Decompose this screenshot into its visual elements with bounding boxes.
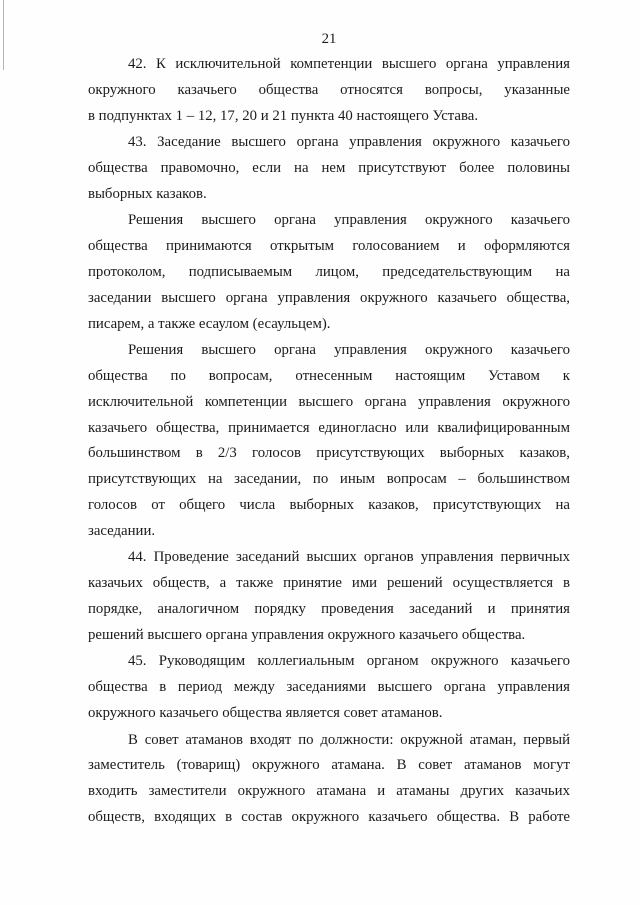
paragraph-line: порядке, аналогичном порядку проведения заседаний и принятия: [88, 600, 570, 617]
paragraph-line: присутствующих на заседании, по иным вопросам – большинством: [88, 471, 570, 488]
paragraph-line: общества по вопросам, отнесенным настоящим Уставом к: [88, 367, 570, 384]
paragraph-line: общества принимаются открытым голосованием и оформляются: [88, 238, 570, 255]
paragraph-line: окружного казачьего общества является совет атаманов.: [88, 704, 443, 721]
paragraph-43-decisions: [88, 208, 570, 337]
paragraph-45: [88, 649, 570, 726]
paragraph-line: в подпунктах 1 – 12, 17, 20 и 21 пункта 40 настоящего Устава.: [88, 107, 479, 124]
paragraph-line: протоколом, подписываемым лицом, председательствующим на: [88, 263, 570, 280]
paragraph-line: писарем, а также есаулом (есаульцем).: [88, 315, 331, 332]
paragraph-line: решений высшего органа управления окружного казачьего общества.: [88, 626, 526, 643]
paragraph-line: окружного казачьего общества относятся вопросы, указанные: [88, 81, 570, 98]
paragraph-line: заседании.: [88, 522, 156, 539]
paragraph-43: [88, 130, 570, 207]
paragraph-line: Решения высшего органа управления окружного казачьего: [128, 342, 570, 359]
paragraph-line: 43. Заседание высшего органа управления окружного казачьего: [128, 134, 570, 151]
paragraph-line: общества в период между заседаниями высшего органа управления: [88, 679, 570, 696]
paragraph-line: 44. Проведение заседаний высших органов управления первичных: [128, 549, 570, 566]
document-body: [88, 52, 570, 831]
paragraph-line: голосов от общего числа выборных казаков, присутствующих на: [88, 496, 570, 513]
paragraph-line: В совет атаманов входят по должности: окружной атаман, первый: [128, 731, 570, 748]
paragraph-line: выборных казаков.: [88, 185, 207, 202]
paragraph-42: [88, 52, 570, 129]
page-number: 21: [321, 31, 337, 47]
paragraph-line: заседании высшего органа управления окружного казачьего общества,: [88, 289, 570, 306]
paragraph-line: 42. К исключительной компетенции высшего органа управления: [128, 56, 570, 72]
paragraph-line: общества правомочно, если на нем присутствуют более половины: [88, 159, 570, 176]
paragraph-line: 45. Руководящим коллегиальным органом окружного казачьего: [128, 653, 570, 670]
paragraph-line: Решения высшего органа управления окружного казачьего: [128, 212, 570, 229]
scan-edge-line: [3, 0, 4, 70]
paragraph-line: исключительной компетенции высшего органа управления окружного: [88, 393, 570, 410]
paragraph-line: входить заместители окружного атамана и атаманы других казачьих: [88, 783, 570, 800]
paragraph-line: большинством в 2/3 голосов присутствующих выборных казаков,: [88, 445, 570, 462]
paragraph-line: заместитель (товарищ) окружного атамана. В совет атаманов могут: [88, 757, 570, 774]
paragraph-45-council-members: [88, 728, 570, 831]
paragraph-44: [88, 545, 570, 648]
paragraph-line: обществ, входящих в состав окружного казачьего общества. В работе: [88, 808, 570, 825]
paragraph-43-exclusive-competence: [88, 338, 570, 544]
paragraph-line: казачьего общества, принимается единогласно или квалифицированным: [88, 419, 570, 436]
paragraph-line: казачьих обществ, а также принятие ими решений осуществляется в: [88, 575, 570, 592]
